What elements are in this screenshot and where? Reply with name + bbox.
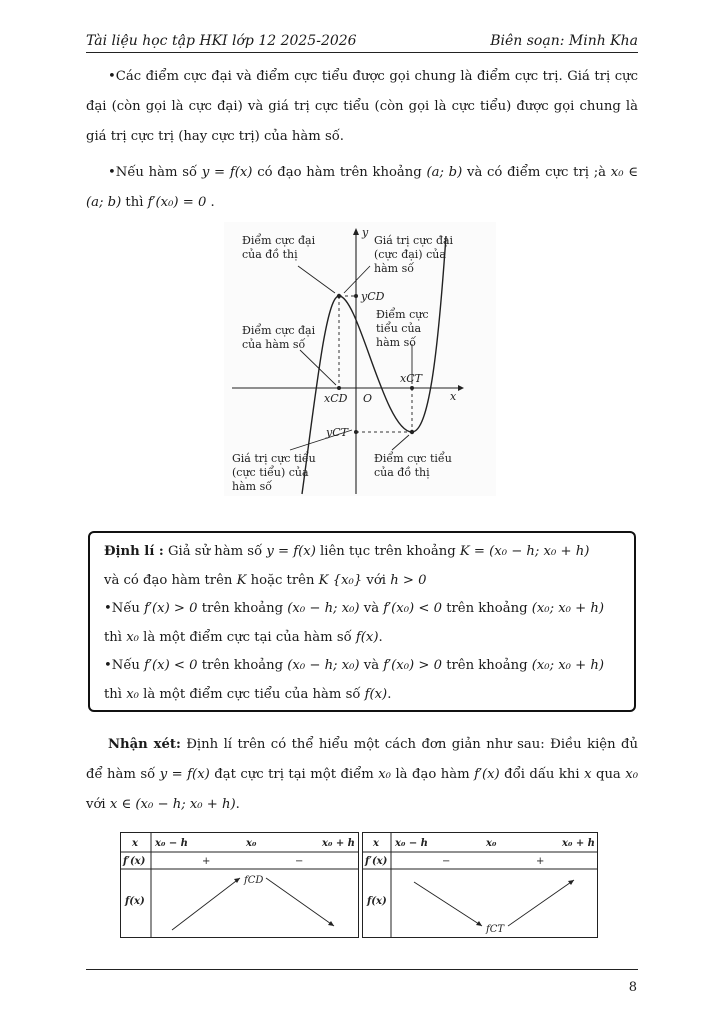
label-min-point-3: hàm số [376,336,416,349]
min-point [410,430,414,434]
table-min-fp-label: f′(x) [365,856,388,867]
intro-paragraph-1: •Các điểm cực đại và điểm cực tiểu được gọi chung là điểm cực trị. Giá trị cực đại (còn gọi là cực đại) và giá trị cực tiểu (còn gọi là cực tiểu) được gọi chung là giá trị cực trị (hay cực trị) của hàm số. [86,69,638,144]
y-axis-label: y [362,226,369,239]
label-max-graph-2: của đồ thị [242,248,298,261]
table-min-sign-2: + [536,856,545,867]
label-max-point-2: của hàm số [242,338,306,351]
theorem-line-1: Định lí : Giả sử hàm số y = f(x) liên tục trên khoảng K = (x₀ − h; x₀ + h) [104,544,590,559]
table-min-b: x₀ [486,838,497,849]
variation-table-max [120,832,360,940]
theorem-line-3: •Nếu f′(x) > 0 trên khoảng (x₀ − h; x₀) và f′(x₀) < 0 trên khoảng (x₀; x₀ + h) [104,601,605,617]
ycd-label: yCD [361,290,385,303]
label-min-point-1: Điểm cực [376,308,429,321]
variation-table-min [362,832,600,940]
theorem-line-5: •Nếu f′(x) < 0 trên khoảng (x₀ − h; x₀) và f′(x₀) > 0 trên khoảng (x₀; x₀ + h) [104,658,605,674]
label-min-graph-1: Điểm cực tiểu [374,452,452,465]
table-max-b: x₀ [246,838,257,849]
xct-point [410,386,414,390]
remark-paragraph: Nhận xét: Định lí trên có thể hiểu một cách đơn giản như sau: Điều kiện đủ để hàm số y = f(x) đạt cực trị tại một điểm x₀ là đạo hàm f′(x) đổi dấu khi x qua x₀ với x ∈ (x₀ − h; x₀ + h). [86,737,639,812]
label-min-point-2: tiểu của [376,322,422,335]
xcd-label: xCD [324,392,348,405]
label-max-value-3: hàm số [374,262,414,275]
label-min-value-3: hàm số [232,480,272,493]
table-max-c: x₀ + h [322,838,355,849]
theorem-line-4: thì x₀ là một điểm cực tại của hàm số f(x). [104,629,383,645]
label-min-value-2: (cực tiểu) của [232,466,309,479]
label-max-point-1: Điểm cực đại [242,324,316,337]
theorem-line-6: thì x₀ là một điểm cực tiểu của hàm số f(x). [104,686,392,702]
intro-paragraph-2: •Nếu hàm số y = f(x) có đạo hàm trên khoảng (a; b) và có điểm cực trị ;à x₀ ∈ (a; b) thì f′(x₀) = 0 . [86,165,638,210]
table-min-sign-1: − [442,856,451,867]
origin-label: O [363,392,373,405]
ycd-point [354,294,358,298]
table-max-sign-2: − [295,856,304,867]
label-max-graph-1: Điểm cực đại [242,234,316,247]
table-max-extremum: fCD [244,875,264,886]
theorem-line-2: và có đạo hàm trên K hoặc trên K {x₀} với h > 0 [104,572,427,588]
table-min-f-label: f(x) [367,896,387,907]
theorem-text [104,538,624,710]
header-right: Biên soạn: Minh Kha [490,33,638,49]
table-max-x-header: x [132,838,138,849]
table-max-a: x₀ − h [155,838,188,849]
table-max-sign-1: + [202,856,211,867]
x-axis-label: x [450,390,457,403]
label-min-graph-2: của đồ thị [374,466,430,479]
xcd-point [337,386,341,390]
label-max-value-1: Giá trị cực đại [374,234,454,247]
max-point [337,294,341,298]
remark-block [86,730,638,820]
table-min-a: x₀ − h [395,838,428,849]
yct-label: yCT [326,426,348,439]
table-max-fp-label: f′(x) [123,856,146,867]
table-max-f-label: f(x) [125,896,145,907]
table-min-c: x₀ + h [562,838,595,849]
yct-point [354,430,358,434]
header-rule [86,52,638,53]
page-number: 8 [628,980,637,995]
header-left: Tài liệu học tập HKI lớp 12 2025-2026 [86,33,357,49]
intro-block [86,62,638,218]
footer-rule [86,969,638,970]
extrema-graph-figure [224,222,496,496]
table-min-x-header: x [373,838,379,849]
xct-label: xCT [400,372,422,385]
table-min-extremum: fCT [486,924,505,935]
label-max-value-2: (cực đại) của [374,248,446,261]
label-min-value-1: Giá trị cực tiểu [232,452,316,465]
